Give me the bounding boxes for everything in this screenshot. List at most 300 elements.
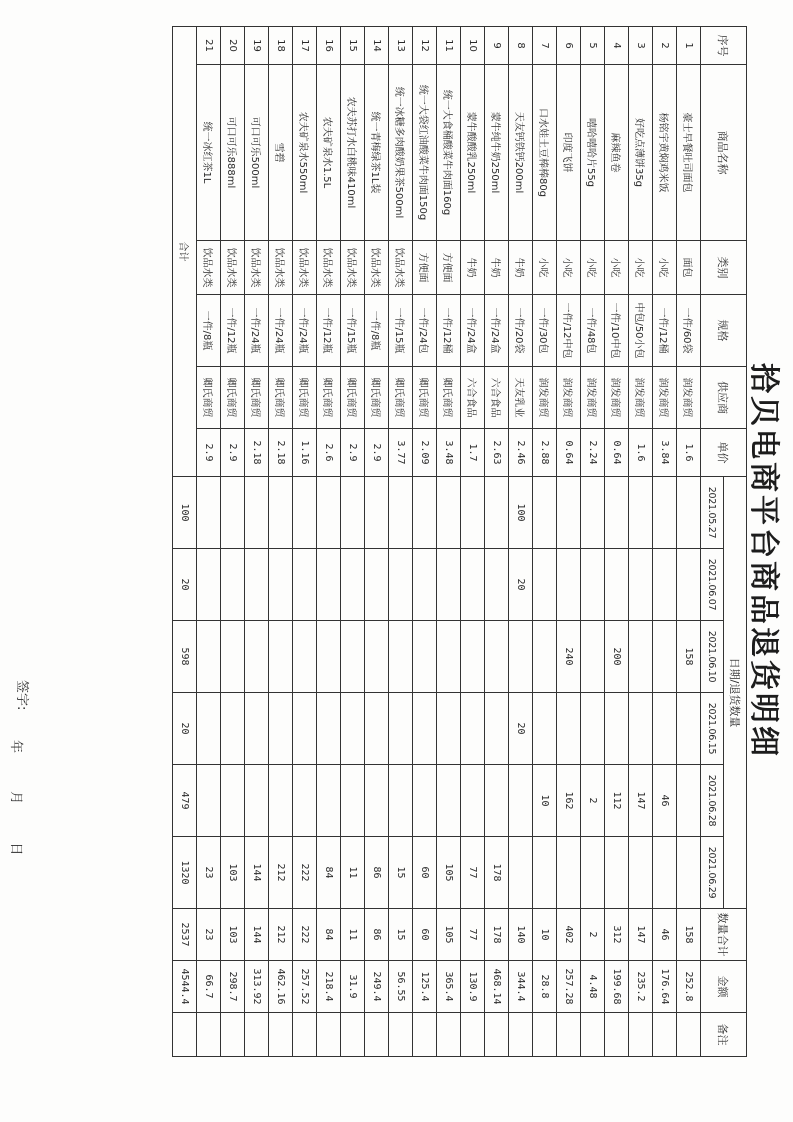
cell-return-qty: 240 bbox=[557, 621, 581, 693]
cell-return-qty: 162 bbox=[557, 765, 581, 837]
day-label: 日 bbox=[8, 842, 23, 858]
cell-return-qty: 147 bbox=[629, 765, 653, 837]
cell-qty-total: 144 bbox=[245, 909, 269, 961]
cell-spec: 一件/60袋 bbox=[677, 295, 701, 367]
cell-price: 2.63 bbox=[485, 429, 509, 477]
cell-return-qty bbox=[629, 477, 653, 549]
cell-price: 2.18 bbox=[269, 429, 293, 477]
cell-return-qty bbox=[389, 621, 413, 693]
cell-return-qty bbox=[437, 549, 461, 621]
cell-qty-total: 222 bbox=[293, 909, 317, 961]
cell-seq: 9 bbox=[485, 27, 509, 65]
cell-supplier: 卿氏商贸 bbox=[413, 367, 437, 429]
cell-return-qty bbox=[197, 765, 221, 837]
cell-product-name: 统一大食桶酸菜牛肉面160g bbox=[437, 65, 461, 241]
table-row bbox=[221, 27, 245, 1057]
cell-amount: 176.64 bbox=[653, 961, 677, 1013]
cell-amount: 249.4 bbox=[365, 961, 389, 1013]
cell-return-qty bbox=[197, 621, 221, 693]
cell-qty-total: 46 bbox=[653, 909, 677, 961]
cell-remark bbox=[485, 1013, 509, 1057]
cell-supplier: 润发商贸 bbox=[677, 367, 701, 429]
totals-label: 合计 bbox=[173, 27, 197, 477]
cell-seq: 11 bbox=[437, 27, 461, 65]
cell-return-qty bbox=[413, 621, 437, 693]
cell-seq: 3 bbox=[629, 27, 653, 65]
header-name: 商品名称 bbox=[701, 65, 747, 241]
cell-return-qty bbox=[269, 693, 293, 765]
cell-amount: 462.16 bbox=[269, 961, 293, 1013]
cell-seq: 20 bbox=[221, 27, 245, 65]
cell-return-qty bbox=[269, 765, 293, 837]
cell-remark bbox=[605, 1013, 629, 1057]
cell-return-qty bbox=[413, 549, 437, 621]
cell-return-qty bbox=[365, 765, 389, 837]
header-date: 2021.05.27 bbox=[701, 477, 724, 549]
totals-remark bbox=[173, 1013, 197, 1057]
cell-seq: 16 bbox=[317, 27, 341, 65]
cell-seq: 10 bbox=[461, 27, 485, 65]
cell-product-name: 杨铭宇黄焖鸡米饭 bbox=[653, 65, 677, 241]
cell-product-name: 天友钙铁钙200ml bbox=[509, 65, 533, 241]
table-row bbox=[605, 27, 629, 1057]
cell-seq: 18 bbox=[269, 27, 293, 65]
cell-price: 2.09 bbox=[413, 429, 437, 477]
cell-remark bbox=[461, 1013, 485, 1057]
cell-return-qty bbox=[557, 477, 581, 549]
signature-label: 签字: bbox=[14, 680, 29, 711]
cell-return-qty bbox=[341, 765, 365, 837]
cell-return-qty bbox=[221, 765, 245, 837]
cell-category: 面包 bbox=[677, 241, 701, 295]
cell-amount: 257.28 bbox=[557, 961, 581, 1013]
cell-seq: 19 bbox=[245, 27, 269, 65]
cell-amount: 313.92 bbox=[245, 961, 269, 1013]
cell-product-name: 好吃点薄饼35g bbox=[629, 65, 653, 241]
cell-supplier: 卿氏商贸 bbox=[365, 367, 389, 429]
cell-qty-total: 312 bbox=[605, 909, 629, 961]
cell-return-qty bbox=[677, 693, 701, 765]
cell-remark bbox=[389, 1013, 413, 1057]
cell-remark bbox=[245, 1013, 269, 1057]
cell-return-qty bbox=[413, 765, 437, 837]
cell-product-name: 可口可乐888ml bbox=[221, 65, 245, 241]
cell-return-qty bbox=[605, 549, 629, 621]
year-label: 年 bbox=[8, 740, 23, 756]
cell-supplier: 六合食品 bbox=[485, 367, 509, 429]
cell-qty-total: 77 bbox=[461, 909, 485, 961]
cell-remark bbox=[317, 1013, 341, 1057]
cell-qty-total: 178 bbox=[485, 909, 509, 961]
cell-qty-total: 23 bbox=[197, 909, 221, 961]
table-row bbox=[197, 27, 221, 1057]
table-row bbox=[293, 27, 317, 1057]
cell-return-qty bbox=[581, 477, 605, 549]
cell-qty-total: 212 bbox=[269, 909, 293, 961]
table-row bbox=[389, 27, 413, 1057]
cell-amount: 66.7 bbox=[197, 961, 221, 1013]
cell-spec: 一件/12瓶 bbox=[221, 295, 245, 367]
header-remark: 备注 bbox=[701, 1013, 747, 1057]
table-row bbox=[461, 27, 485, 1057]
cell-return-qty bbox=[221, 693, 245, 765]
cell-price: 2.9 bbox=[197, 429, 221, 477]
cell-return-qty bbox=[677, 837, 701, 909]
cell-return-qty bbox=[485, 477, 509, 549]
cell-product-name: 可口可乐500ml bbox=[245, 65, 269, 241]
cell-qty-total: 15 bbox=[389, 909, 413, 961]
cell-remark bbox=[509, 1013, 533, 1057]
cell-spec: 一件/12瓶 bbox=[317, 295, 341, 367]
cell-return-qty bbox=[581, 693, 605, 765]
cell-category: 饮品水类 bbox=[269, 241, 293, 295]
cell-category: 牛奶 bbox=[485, 241, 509, 295]
cell-return-qty bbox=[269, 477, 293, 549]
cell-return-qty: 200 bbox=[605, 621, 629, 693]
cell-price: 2.6 bbox=[317, 429, 341, 477]
cell-qty-total: 84 bbox=[317, 909, 341, 961]
cell-amount: 252.8 bbox=[677, 961, 701, 1013]
cell-price: 2.24 bbox=[581, 429, 605, 477]
cell-remark bbox=[413, 1013, 437, 1057]
table-row bbox=[365, 27, 389, 1057]
cell-seq: 14 bbox=[365, 27, 389, 65]
cell-product-name: 统一冰红茶1L bbox=[197, 65, 221, 241]
cell-seq: 8 bbox=[509, 27, 533, 65]
cell-return-qty bbox=[653, 837, 677, 909]
cell-qty-total: 11 bbox=[341, 909, 365, 961]
cell-product-name: 豪士早餐吐司面包 bbox=[677, 65, 701, 241]
cell-remark bbox=[269, 1013, 293, 1057]
cell-amount: 468.14 bbox=[485, 961, 509, 1013]
cell-return-qty bbox=[341, 477, 365, 549]
cell-seq: 7 bbox=[533, 27, 557, 65]
cell-supplier: 卿氏商贸 bbox=[245, 367, 269, 429]
cell-seq: 13 bbox=[389, 27, 413, 65]
cell-return-qty bbox=[485, 765, 509, 837]
cell-amount: 4.48 bbox=[581, 961, 605, 1013]
table-row bbox=[485, 27, 509, 1057]
cell-return-qty bbox=[533, 477, 557, 549]
cell-return-qty bbox=[653, 693, 677, 765]
cell-return-qty bbox=[365, 621, 389, 693]
cell-return-qty: 212 bbox=[269, 837, 293, 909]
header-date: 2021.06.28 bbox=[701, 765, 724, 837]
table-body bbox=[173, 27, 747, 1057]
table-row bbox=[653, 27, 677, 1057]
cell-return-qty bbox=[317, 621, 341, 693]
cell-product-name: 农夫矿泉水1.5L bbox=[317, 65, 341, 241]
cell-supplier: 卿氏商贸 bbox=[389, 367, 413, 429]
cell-spec: 一件/24盒 bbox=[461, 295, 485, 367]
cell-product-name: 印度飞饼 bbox=[557, 65, 581, 241]
totals-date-qty: 20 bbox=[173, 693, 197, 765]
cell-return-qty bbox=[245, 549, 269, 621]
cell-remark bbox=[365, 1013, 389, 1057]
cell-price: 1.6 bbox=[677, 429, 701, 477]
cell-price: 3.48 bbox=[437, 429, 461, 477]
cell-price: 2.9 bbox=[341, 429, 365, 477]
cell-return-qty bbox=[485, 693, 509, 765]
cell-return-qty bbox=[197, 693, 221, 765]
totals-amount: 4544.4 bbox=[173, 961, 197, 1013]
cell-amount: 199.68 bbox=[605, 961, 629, 1013]
cell-return-qty bbox=[509, 837, 533, 909]
cell-return-qty: 46 bbox=[653, 765, 677, 837]
cell-return-qty: 20 bbox=[509, 549, 533, 621]
totals-date-qty: 598 bbox=[173, 621, 197, 693]
header-date-group: 日期/退货数量 bbox=[724, 477, 747, 909]
cell-return-qty bbox=[461, 477, 485, 549]
cell-supplier: 润发商贸 bbox=[629, 367, 653, 429]
cell-supplier: 卿氏商贸 bbox=[197, 367, 221, 429]
cell-remark bbox=[437, 1013, 461, 1057]
cell-return-qty bbox=[533, 621, 557, 693]
cell-supplier: 润发商贸 bbox=[581, 367, 605, 429]
cell-return-qty: 60 bbox=[413, 837, 437, 909]
cell-price: 2.88 bbox=[533, 429, 557, 477]
cell-qty-total: 402 bbox=[557, 909, 581, 961]
cell-remark bbox=[557, 1013, 581, 1057]
cell-supplier: 卿氏商贸 bbox=[293, 367, 317, 429]
cell-return-qty bbox=[485, 549, 509, 621]
cell-return-qty bbox=[197, 477, 221, 549]
cell-return-qty bbox=[629, 693, 653, 765]
cell-return-qty bbox=[389, 693, 413, 765]
cell-category: 方便面 bbox=[437, 241, 461, 295]
cell-return-qty bbox=[389, 765, 413, 837]
cell-spec: 一件/24瓶 bbox=[245, 295, 269, 367]
cell-seq: 1 bbox=[677, 27, 701, 65]
cell-return-qty bbox=[221, 549, 245, 621]
cell-price: 3.84 bbox=[653, 429, 677, 477]
cell-return-qty bbox=[677, 765, 701, 837]
table-row bbox=[581, 27, 605, 1057]
cell-remark bbox=[653, 1013, 677, 1057]
cell-return-qty: 11 bbox=[341, 837, 365, 909]
cell-spec: 一件/24盒 bbox=[485, 295, 509, 367]
cell-category: 小吃 bbox=[557, 241, 581, 295]
cell-return-qty bbox=[557, 837, 581, 909]
cell-return-qty bbox=[581, 549, 605, 621]
cell-spec: 一件/10中包 bbox=[605, 295, 629, 367]
cell-supplier: 润发商贸 bbox=[605, 367, 629, 429]
cell-price: 3.77 bbox=[389, 429, 413, 477]
cell-seq: 2 bbox=[653, 27, 677, 65]
cell-return-qty bbox=[557, 549, 581, 621]
cell-return-qty bbox=[509, 765, 533, 837]
cell-product-name: 统一大袋红油酸菜牛肉面150g bbox=[413, 65, 437, 241]
cell-spec: 一件/15瓶 bbox=[389, 295, 413, 367]
cell-product-name: 雪碧 bbox=[269, 65, 293, 241]
cell-amount: 125.4 bbox=[413, 961, 437, 1013]
cell-return-qty bbox=[629, 549, 653, 621]
cell-return-qty bbox=[341, 549, 365, 621]
cell-return-qty bbox=[653, 549, 677, 621]
cell-price: 2.46 bbox=[509, 429, 533, 477]
table-row bbox=[269, 27, 293, 1057]
header-date: 2021.06.15 bbox=[701, 693, 724, 765]
table-row bbox=[509, 27, 533, 1057]
cell-supplier: 卿氏商贸 bbox=[269, 367, 293, 429]
cell-return-qty bbox=[365, 693, 389, 765]
cell-return-qty bbox=[533, 549, 557, 621]
cell-price: 1.16 bbox=[293, 429, 317, 477]
table-row bbox=[341, 27, 365, 1057]
cell-remark bbox=[533, 1013, 557, 1057]
cell-seq: 21 bbox=[197, 27, 221, 65]
cell-category: 小吃 bbox=[533, 241, 557, 295]
month-label: 月 bbox=[8, 791, 23, 807]
cell-return-qty bbox=[269, 621, 293, 693]
cell-return-qty: 144 bbox=[245, 837, 269, 909]
cell-category: 小吃 bbox=[653, 241, 677, 295]
cell-return-qty bbox=[245, 477, 269, 549]
cell-return-qty bbox=[245, 693, 269, 765]
cell-qty-total: 105 bbox=[437, 909, 461, 961]
cell-seq: 6 bbox=[557, 27, 581, 65]
document-title: 拾贝电商平台商品退货明细 bbox=[746, 363, 781, 759]
cell-supplier: 卿氏商贸 bbox=[437, 367, 461, 429]
cell-return-qty: 178 bbox=[485, 837, 509, 909]
header-date: 2021.06.29 bbox=[701, 837, 724, 909]
totals-date-qty: 100 bbox=[173, 477, 197, 549]
cell-seq: 12 bbox=[413, 27, 437, 65]
cell-amount: 257.52 bbox=[293, 961, 317, 1013]
cell-spec: 一件/8瓶 bbox=[365, 295, 389, 367]
cell-return-qty: 10 bbox=[533, 765, 557, 837]
cell-amount: 298.7 bbox=[221, 961, 245, 1013]
cell-return-qty bbox=[293, 693, 317, 765]
cell-amount: 28.8 bbox=[533, 961, 557, 1013]
cell-spec: 一件/12桶 bbox=[437, 295, 461, 367]
cell-supplier: 润发商贸 bbox=[533, 367, 557, 429]
cell-spec: 一件/48包 bbox=[581, 295, 605, 367]
cell-return-qty bbox=[413, 693, 437, 765]
cell-return-qty bbox=[485, 621, 509, 693]
cell-price: 1.7 bbox=[461, 429, 485, 477]
cell-product-name: 统一青梅绿茶1L装 bbox=[365, 65, 389, 241]
cell-return-qty bbox=[341, 621, 365, 693]
cell-return-qty: 86 bbox=[365, 837, 389, 909]
cell-price: 1.6 bbox=[629, 429, 653, 477]
cell-amount: 56.55 bbox=[389, 961, 413, 1013]
cell-return-qty bbox=[461, 621, 485, 693]
cell-return-qty: 222 bbox=[293, 837, 317, 909]
cell-supplier: 卿氏商贸 bbox=[317, 367, 341, 429]
cell-return-qty bbox=[437, 765, 461, 837]
return-details-table bbox=[172, 26, 747, 1057]
cell-return-qty bbox=[677, 477, 701, 549]
cell-qty-total: 10 bbox=[533, 909, 557, 961]
cell-price: 0.64 bbox=[605, 429, 629, 477]
cell-return-qty bbox=[629, 621, 653, 693]
cell-return-qty bbox=[437, 693, 461, 765]
cell-product-name: 统一冰糖多肉酸奶果茶500ml bbox=[389, 65, 413, 241]
cell-product-name: 农夫苏打水白桃味410ml bbox=[341, 65, 365, 241]
cell-qty-total: 140 bbox=[509, 909, 533, 961]
cell-category: 小吃 bbox=[629, 241, 653, 295]
table-row bbox=[677, 27, 701, 1057]
cell-category: 饮品水类 bbox=[365, 241, 389, 295]
cell-spec: 一件/12中包 bbox=[557, 295, 581, 367]
cell-qty-total: 2 bbox=[581, 909, 605, 961]
cell-return-qty bbox=[293, 477, 317, 549]
cell-qty-total: 147 bbox=[629, 909, 653, 961]
cell-return-qty bbox=[389, 549, 413, 621]
cell-return-qty bbox=[533, 837, 557, 909]
header-qty-total: 数量合计 bbox=[701, 909, 747, 961]
cell-amount: 365.4 bbox=[437, 961, 461, 1013]
cell-return-qty bbox=[365, 549, 389, 621]
header-seq: 序号 bbox=[701, 27, 747, 65]
cell-category: 饮品水类 bbox=[317, 241, 341, 295]
totals-date-qty: 1320 bbox=[173, 837, 197, 909]
cell-remark bbox=[221, 1013, 245, 1057]
cell-return-qty bbox=[533, 693, 557, 765]
cell-price: 2.9 bbox=[365, 429, 389, 477]
cell-category: 方便面 bbox=[413, 241, 437, 295]
cell-remark bbox=[677, 1013, 701, 1057]
cell-product-name: 麻辣鱼卷 bbox=[605, 65, 629, 241]
cell-product-name: 口水娃土豆棒棒80g bbox=[533, 65, 557, 241]
cell-remark bbox=[341, 1013, 365, 1057]
cell-return-qty: 2 bbox=[581, 765, 605, 837]
cell-amount: 235.2 bbox=[629, 961, 653, 1013]
header-amount: 金额 bbox=[701, 961, 747, 1013]
cell-return-qty bbox=[653, 477, 677, 549]
cell-seq: 5 bbox=[581, 27, 605, 65]
cell-remark bbox=[197, 1013, 221, 1057]
cell-return-qty bbox=[437, 621, 461, 693]
cell-return-qty bbox=[461, 549, 485, 621]
cell-return-qty bbox=[629, 837, 653, 909]
cell-spec: 一件/24瓶 bbox=[269, 295, 293, 367]
cell-spec: 一件/30包 bbox=[533, 295, 557, 367]
cell-qty-total: 158 bbox=[677, 909, 701, 961]
cell-spec: 中包/50小包 bbox=[629, 295, 653, 367]
table-row bbox=[533, 27, 557, 1057]
cell-return-qty bbox=[197, 549, 221, 621]
cell-return-qty: 100 bbox=[509, 477, 533, 549]
cell-category: 饮品水类 bbox=[389, 241, 413, 295]
cell-return-qty bbox=[317, 765, 341, 837]
header-supplier: 供应商 bbox=[701, 367, 747, 429]
cell-category: 饮品水类 bbox=[293, 241, 317, 295]
cell-return-qty bbox=[245, 621, 269, 693]
cell-category: 饮品水类 bbox=[341, 241, 365, 295]
cell-product-name: 蒙牛纯牛奶250ml bbox=[485, 65, 509, 241]
cell-return-qty bbox=[365, 477, 389, 549]
header-row bbox=[724, 27, 747, 1057]
cell-return-qty: 84 bbox=[317, 837, 341, 909]
cell-spec: 一件/24包 bbox=[413, 295, 437, 367]
cell-return-qty bbox=[605, 477, 629, 549]
cell-category: 饮品水类 bbox=[221, 241, 245, 295]
cell-return-qty: 77 bbox=[461, 837, 485, 909]
table-row bbox=[629, 27, 653, 1057]
cell-return-qty: 158 bbox=[677, 621, 701, 693]
cell-category: 牛奶 bbox=[461, 241, 485, 295]
cell-return-qty: 15 bbox=[389, 837, 413, 909]
totals-date-qty: 20 bbox=[173, 549, 197, 621]
cell-product-name: 农夫矿泉水550ml bbox=[293, 65, 317, 241]
cell-amount: 31.9 bbox=[341, 961, 365, 1013]
cell-amount: 344.4 bbox=[509, 961, 533, 1013]
cell-category: 牛奶 bbox=[509, 241, 533, 295]
table-row bbox=[317, 27, 341, 1057]
cell-spec: 一件/20袋 bbox=[509, 295, 533, 367]
